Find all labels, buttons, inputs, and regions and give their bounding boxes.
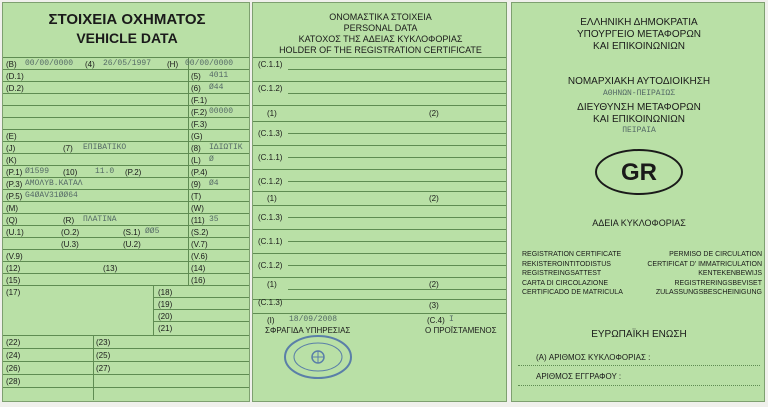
prefecture-value: ΑΘΗΝΩΝ-ΠΕΙΡΑΙΩΣ	[602, 89, 675, 98]
rule	[3, 177, 250, 178]
field-code-u2: (U.2)	[123, 240, 141, 249]
field-code-c11: (C.1.1)	[258, 153, 283, 162]
european-union-label: ΕΥΡΩΠΑΪΚΗ ΕΝΩΣΗ	[591, 329, 687, 340]
rule	[3, 249, 250, 250]
rule	[288, 133, 507, 134]
field-value-7: ΕΠΙΒΑΤΙΚΟ	[83, 143, 127, 152]
field-code-v6: (V.6)	[191, 252, 208, 261]
rule	[3, 153, 250, 154]
translation-right: ZULASSUNGSBESCHEINIGUNG	[655, 289, 762, 296]
field-code-1: (1)	[267, 280, 277, 289]
field-value-8: ΙΔΙΩΤΙΚ	[209, 143, 243, 152]
rule	[288, 241, 507, 242]
document-title: ΑΔΕΙΑ ΚΥΚΛΟΦΟΡΙΑΣ	[592, 218, 686, 228]
directorate-value: ΠΕΙΡΑΙΑ	[622, 126, 656, 135]
personal-data-panel	[252, 2, 507, 402]
field-code-1: (1)	[267, 109, 277, 118]
head-officer-label: Ο ΠΡΟΪΣΤΑΜΕΝΟΣ	[425, 326, 497, 335]
rule	[3, 374, 250, 375]
rule	[3, 57, 250, 58]
field-code-o2: (O.2)	[61, 228, 80, 237]
rule	[3, 165, 250, 166]
rule	[288, 181, 507, 182]
rule	[3, 201, 250, 202]
rule	[253, 313, 507, 314]
rule	[253, 169, 507, 170]
field-code-g: (G)	[191, 132, 203, 141]
translation-left: CARTA DI CIRCOLAZIONE	[522, 279, 609, 287]
field-value-11: 35	[209, 215, 219, 224]
translation-row	[522, 260, 762, 270]
field-code-8: (8)	[191, 144, 201, 153]
field-code-t: (T)	[191, 192, 202, 201]
field-value-6: Ø44	[209, 83, 224, 92]
field-code-c13: (C.1.3)	[258, 298, 283, 307]
rule	[3, 93, 250, 94]
field-code-12: (12)	[6, 264, 21, 273]
field-value-s1: ØØ5	[145, 227, 160, 236]
translation-row	[522, 288, 762, 298]
field-code-c13: (C.1.3)	[258, 213, 283, 222]
field-code-c11: (C.1.1)	[258, 237, 283, 246]
rule	[288, 217, 507, 218]
field-code-2: (2)	[429, 280, 439, 289]
field-code-15: (15)	[6, 276, 21, 285]
field-code-c13: (C.1.3)	[258, 129, 283, 138]
vehicle-title-english: VEHICLE DATA	[76, 30, 178, 46]
personal-title-english: PERSONAL DATA	[343, 23, 418, 33]
field-code-28: (28)	[6, 377, 21, 386]
translation-right: PERMISO DE CIRCULATION	[669, 251, 762, 258]
column-rule	[93, 335, 94, 400]
field-code-6: (6)	[191, 84, 201, 93]
rule	[3, 105, 250, 106]
rule	[253, 299, 507, 300]
field-code-11: (11)	[191, 216, 205, 225]
authority-panel	[511, 2, 765, 402]
field-code-27: (27)	[96, 364, 111, 373]
field-code-i: (I)	[267, 316, 275, 325]
rule	[3, 225, 250, 226]
field-code-v7: (V.7)	[191, 240, 208, 249]
field-code-24: (24)	[6, 351, 21, 360]
field-code-14: (14)	[191, 264, 206, 273]
field-value-p3: ΑΜΟΛΥΒ.ΚΑΤΑΛ	[25, 179, 83, 188]
rule	[3, 213, 250, 214]
rule	[3, 69, 250, 70]
rule	[253, 205, 507, 206]
rule	[253, 81, 507, 82]
stamp-label: ΣΦΡΑΓΙΔΑ ΥΠΗΡΕΣΙΑΣ	[265, 326, 351, 335]
field-code-23: (23)	[96, 338, 111, 347]
vehicle-title-greek: ΣΤΟΙΧΕΙΑ ΟΧΗΜΑΤΟΣ	[48, 11, 206, 28]
field-code-16: (16)	[191, 276, 206, 285]
field-value-9: Ø4	[209, 179, 219, 188]
translation-right: REGISTRERINGSBEVISET	[674, 279, 762, 287]
rule	[288, 157, 507, 158]
field-code-d2: (D.2)	[6, 84, 24, 93]
field-code-9: (9)	[191, 180, 201, 189]
field-code-17: (17)	[6, 288, 21, 297]
field-code-7: (7)	[63, 144, 73, 153]
rule	[3, 237, 250, 238]
personal-title-greek: ΟΝΟΜΑΣΤΙΚΑ ΣΤΟΙΧΕΙΑ	[329, 12, 432, 22]
field-code-v9: (V.9)	[6, 252, 23, 261]
directorate-label-1: ΔΙΕΥΘΥΝΣΗ ΜΕΤΑΦΟΡΩΝ	[577, 102, 701, 113]
field-code-u1: (U.1)	[6, 228, 24, 237]
rule	[253, 229, 507, 230]
field-code-25: (25)	[96, 351, 111, 360]
translation-row	[522, 279, 762, 289]
field-code-e: (E)	[6, 132, 17, 141]
field-code-p1: (P.1)	[6, 168, 23, 177]
field-value-5: 4011	[209, 71, 229, 80]
dotted-rule	[518, 365, 760, 366]
field-code-4: (4)	[85, 60, 95, 69]
field-code-c12: (C.1.2)	[258, 261, 283, 270]
field-code-u3: (U.3)	[61, 240, 79, 249]
field-code-20: (20)	[158, 312, 173, 321]
directorate-label-2: ΚΑΙ ΕΠΙΚΟΙΝΩΝΙΩΝ	[593, 114, 685, 125]
rule	[3, 117, 250, 118]
rule	[153, 309, 250, 310]
rule	[153, 321, 250, 322]
ministry-label-1: ΥΠΟΥΡΓΕΙΟ ΜΕΤΑΦΟΡΩΝ	[576, 29, 702, 40]
field-code-21: (21)	[158, 324, 173, 333]
rule	[288, 69, 507, 70]
registration-number-label: (A) ΑΡΙΘΜΟΣ ΚΥΚΛΟΦΟΡΙΑΣ :	[536, 353, 651, 362]
field-code-p3: (P.3)	[6, 180, 23, 189]
field-value-4: 26/05/1997	[103, 59, 152, 68]
field-code-18: (18)	[158, 288, 173, 297]
field-code-f2: (F.2)	[191, 108, 207, 117]
translation-left: REGISTRATION CERTIFICATE	[522, 251, 622, 258]
field-code-c11: (C.1.1)	[258, 60, 283, 69]
rule	[3, 129, 250, 130]
field-code-3: (3)	[429, 301, 439, 310]
column-rule	[188, 57, 189, 285]
field-value-r: ΠΛΑΤΙΝΑ	[83, 215, 117, 224]
field-code-c12: (C.1.2)	[258, 177, 283, 186]
rule	[253, 57, 507, 58]
rule	[3, 141, 250, 142]
field-code-p5: (P.5)	[6, 192, 23, 201]
field-value-l: Ø	[209, 155, 214, 164]
field-code-j: (J)	[6, 144, 16, 153]
field-code-w: (W)	[191, 204, 204, 213]
field-value-10: 11.0	[95, 167, 115, 176]
holder-title-greek: ΚΑΤΟΧΟΣ ΤΗΣ ΑΔΕΙΑΣ ΚΥΚΛΟΦΟΡΙΑΣ	[298, 34, 463, 44]
field-value-h: 00/00/0000	[185, 59, 234, 68]
rule	[253, 145, 507, 146]
field-code-m: (M)	[6, 204, 18, 213]
field-code-b: (B)	[6, 60, 17, 69]
column-rule	[153, 285, 154, 335]
field-code-r: (R)	[63, 216, 75, 225]
translation-left: CERTIFICADO DE MATRICULA	[522, 289, 623, 296]
field-code-2: (2)	[429, 194, 439, 203]
translation-right: KENTEKENBEWIJS	[698, 270, 762, 277]
rule	[253, 105, 507, 106]
rule	[253, 253, 507, 254]
field-code-c12: (C.1.2)	[258, 84, 283, 93]
rule	[3, 348, 250, 349]
rule	[3, 189, 250, 190]
rule	[3, 387, 250, 388]
holder-title-english: HOLDER OF THE REGISTRATION CERTIFICATE	[279, 45, 482, 55]
field-value-p5: G4ØAV31ØØ64	[25, 191, 78, 200]
field-value-f2: 00000	[209, 107, 234, 116]
country-code: GR	[621, 159, 657, 186]
field-code-k: (K)	[6, 156, 17, 165]
field-code-s1: (S.1)	[123, 228, 141, 237]
field-code-2: (2)	[429, 109, 439, 118]
rule	[153, 297, 250, 298]
country-code-oval	[595, 149, 683, 195]
field-code-5: (5)	[191, 72, 201, 81]
field-code-q: (Q)	[6, 216, 18, 225]
translation-right: CERTIFICAT D' IMMATRICULATION	[647, 260, 762, 268]
rule	[288, 265, 507, 266]
rule	[253, 277, 507, 278]
field-value-c4: I	[449, 315, 454, 324]
field-code-13: (13)	[103, 264, 118, 273]
field-code-10: (10)	[63, 168, 78, 177]
prefecture-label: ΝΟΜΑΡΧΙΑΚΗ ΑΥΤΟΔΙΟΙΚΗΣΗ	[567, 76, 711, 87]
rule	[253, 121, 507, 122]
rule	[3, 261, 250, 262]
rule	[3, 285, 250, 286]
field-code-26: (26)	[6, 364, 21, 373]
field-code-22: (22)	[6, 338, 21, 347]
field-code-l: (L)	[191, 156, 201, 165]
translations-block	[522, 250, 762, 298]
field-code-f3: (F.3)	[191, 120, 207, 129]
field-code-d1: (D.1)	[6, 72, 24, 81]
translation-row	[522, 269, 762, 279]
document-number-label: ΑΡΙΘΜΟΣ ΕΓΓΡΑΦΟΥ :	[536, 372, 622, 381]
field-code-p2: (P.2)	[125, 168, 142, 177]
field-code-c4: (C.4)	[427, 316, 445, 325]
translation-left: REGISTREINGSATTEST	[522, 270, 602, 277]
translation-row	[522, 250, 762, 260]
republic-label: ΕΛΛΗΝΙΚΗ ΔΗΜΟΚΡΑΤΙΑ	[580, 17, 698, 28]
field-value-b: 00/00/0000	[25, 59, 74, 68]
vehicle-data-panel	[2, 2, 250, 402]
field-code-s2: (S.2)	[191, 228, 209, 237]
field-code-19: (19)	[158, 300, 173, 309]
rule	[3, 335, 250, 336]
rule	[288, 93, 507, 94]
rule	[288, 289, 507, 290]
rule	[3, 273, 250, 274]
field-value-p1: Ø1599	[25, 167, 50, 176]
field-value-i: 18/09/2008	[289, 315, 338, 324]
translation-left: REKISTEROINTITODISTUS	[522, 260, 611, 268]
official-stamp-icon	[283, 334, 353, 380]
rule	[253, 191, 507, 192]
field-code-1: (1)	[267, 194, 277, 203]
rule	[3, 361, 250, 362]
ministry-label-2: ΚΑΙ ΕΠΙΚΟΙΝΩΝΙΩΝ	[593, 41, 685, 52]
rule	[3, 81, 250, 82]
field-code-f1: (F.1)	[191, 96, 207, 105]
field-code-p4: (P.4)	[191, 168, 208, 177]
dotted-rule	[518, 385, 760, 386]
field-code-h: (H)	[167, 60, 179, 69]
